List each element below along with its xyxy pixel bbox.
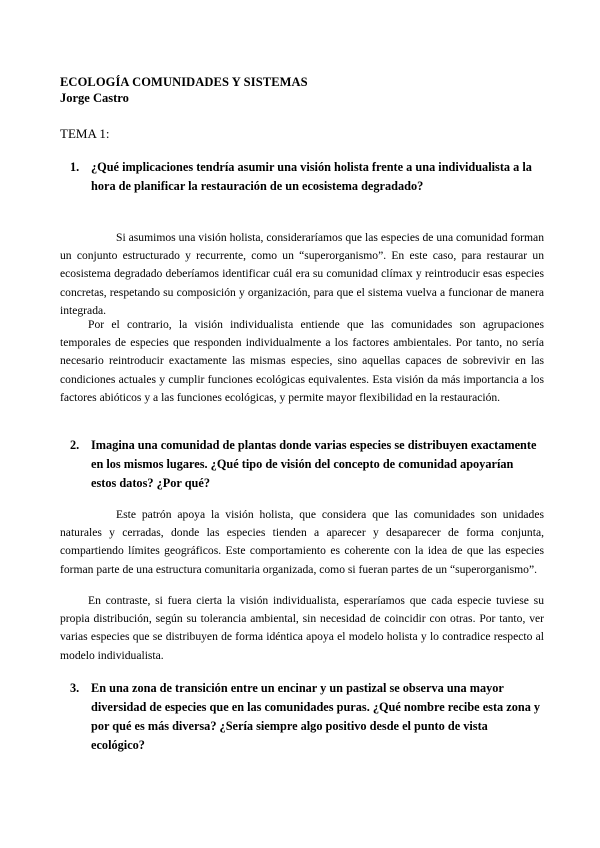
answer-2-paragraph-1 bbox=[60, 506, 544, 579]
section-heading: TEMA 1: bbox=[60, 126, 110, 141]
question-2 bbox=[70, 436, 541, 493]
paragraph-text: En contraste, si fuera cierta la visión individualista, esperaríamos que cada especie tuviese su propia distribución, según su tolerancia ambiental, sin necesidad de coincidir con otras. Por tanto, ver varias especies que se distribuyen de forma idéntica apoya el modelo holista y lo contradice respecto al modelo individualista. bbox=[60, 594, 544, 662]
question-number: 1. bbox=[70, 160, 80, 174]
question-text: ¿Qué implicaciones tendría asumir una visión holista frente a una individualista a la hora de planificar la restauración de un ecosistema degradado? bbox=[91, 160, 532, 193]
paragraph-text: Este patrón apoya la visión holista, que considera que las comunidades son unidades naturales y cerradas, donde las especies tienden a aparecer y desaparecer de forma conjunta, compartiendo límites geográficos. Este comportamiento es coherente con la idea de que las especies forman parte de una estructura comunitaria organizada, como si fueran partes de un “superorganismo”. bbox=[60, 508, 544, 576]
question-1 bbox=[70, 158, 541, 196]
question-text: Imagina una comunidad de plantas donde varias especies se distribuyen exactamente en los mismos lugares. ¿Qué tipo de visión del concepto de comunidad apoyarían estos datos? ¿Por qué? bbox=[91, 438, 537, 490]
question-number: 2. bbox=[70, 438, 80, 452]
question-number: 3. bbox=[70, 681, 80, 695]
paragraph-text: Por el contrario, la visión individualista entiende que las comunidades son agrupaciones temporales de especies que responden individualmente a los factores ambientales. Por tanto, no sería necesario reintroducir exactamente las mismas especies, sino aquellas capaces de sobrevivir en las condiciones actuales y cumplir funciones ecológicas equivalentes. Esta visión da más importancia a los factores abióticos y a las funciones ecológicas, y permite mayor flexibilidad en la restauración. bbox=[60, 318, 544, 404]
answer-2-paragraph-2 bbox=[60, 592, 544, 665]
paragraph-text: Si asumimos una visión holista, consideraríamos que las especies de una comunidad forman un conjunto estructurado y recurrente, como un “superorganismo”. En este caso, para restaurar un ecosistema degradado deberíamos identificar cuál era su comunidad clímax y reintroducir esas especies concretas, respetando su composición y organización, para que el sistema vuelva a funcionar de manera integrada. bbox=[60, 231, 544, 317]
document-title: ECOLOGÍA COMUNIDADES Y SISTEMAS bbox=[60, 75, 308, 89]
answer-1-paragraph-1 bbox=[60, 229, 544, 320]
question-3 bbox=[70, 679, 541, 755]
question-text: En una zona de transición entre un encinar y un pastizal se observa una mayor diversidad de especies que en las comunidades puras. ¿Qué nombre recibe esta zona y por qué es más diversa? ¿Sería siempre algo positivo desde el punto de vista ecológico? bbox=[91, 681, 541, 752]
author-name: Jorge Castro bbox=[60, 91, 129, 105]
answer-1-paragraph-2 bbox=[60, 316, 544, 407]
